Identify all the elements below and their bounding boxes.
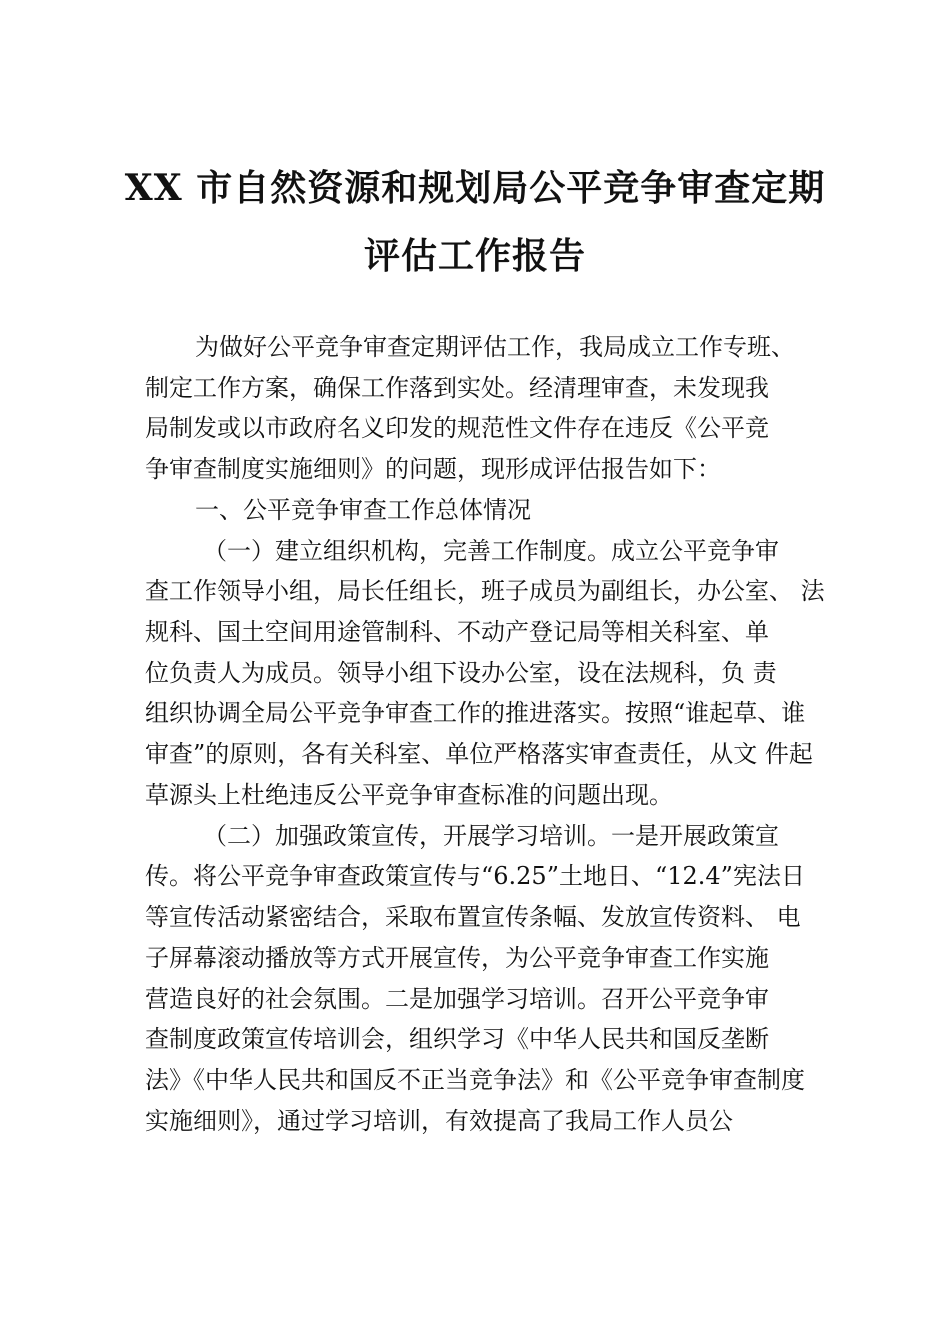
body-line: （二）加强政策宣传，开展学习培训。一是开展政策宣 [203,822,779,850]
body-line: 查工作领导小组，局长任组长，班子成员为副组长，办公室、 法 [145,577,825,605]
body-line: 实施细则》，通过学习培训，有效提高了我局工作人员公 [145,1107,733,1135]
body-line: 一、公平竞争审查工作总体情况 [195,496,531,524]
document-title-line-1: XX 市自然资源和规划局公平竞争审查定期 [124,167,826,209]
body-line: 子屏幕滚动播放等方式开展宣传，为公平竞争审查工作实施 [145,944,769,972]
body-line: 争审查制度实施细则》的问题，现形成评估报告如下： [145,455,721,483]
body-line: （一）建立组织机构，完善工作制度。成立公平竞争审 [203,537,779,565]
body-line: 局制发或以市政府名义印发的规范性文件存在违反《公平竞 [145,414,769,442]
body-line: 等宣传活动紧密结合，采取布置宣传条幅、发放宣传资料、 电 [145,903,801,931]
body-line: 制定工作方案，确保工作落到实处。经清理审查，未发现我 [145,374,769,402]
body-line: 查制度政策宣传培训会，组织学习《中华人民共和国反垄断 [145,1025,769,1053]
body-line: 组织协调全局公平竞争审查工作的推进落实。按照“谁起草、谁 [145,699,806,727]
body-line: 位负责人为成员。领导小组下设办公室，设在法规科，负 责 [145,659,777,687]
document-title-line-2: 评估工作报告 [363,235,586,277]
body-line: 规科、国土空间用途管制科、不动产登记局等相关科室、单 [145,618,769,646]
body-line: 法》《中华人民共和国反不正当竞争法》和《公平竞争审查制度 [145,1066,805,1094]
body-line: 草源头上杜绝违反公平竞争审查标准的问题出现。 [145,781,673,809]
body-line: 传。将公平竞争审查政策宣传与“6.25”土地日、“12.4”宪法日 [145,862,805,890]
body-line: 为做好公平竞争审查定期评估工作，我局成立工作专班、 [195,333,795,361]
body-line: 审查”的原则，各有关科室、单位严格落实审查责任，从文 件起 [145,740,813,768]
body-line: 营造良好的社会氛围。二是加强学习培训。召开公平竞争审 [145,985,769,1013]
